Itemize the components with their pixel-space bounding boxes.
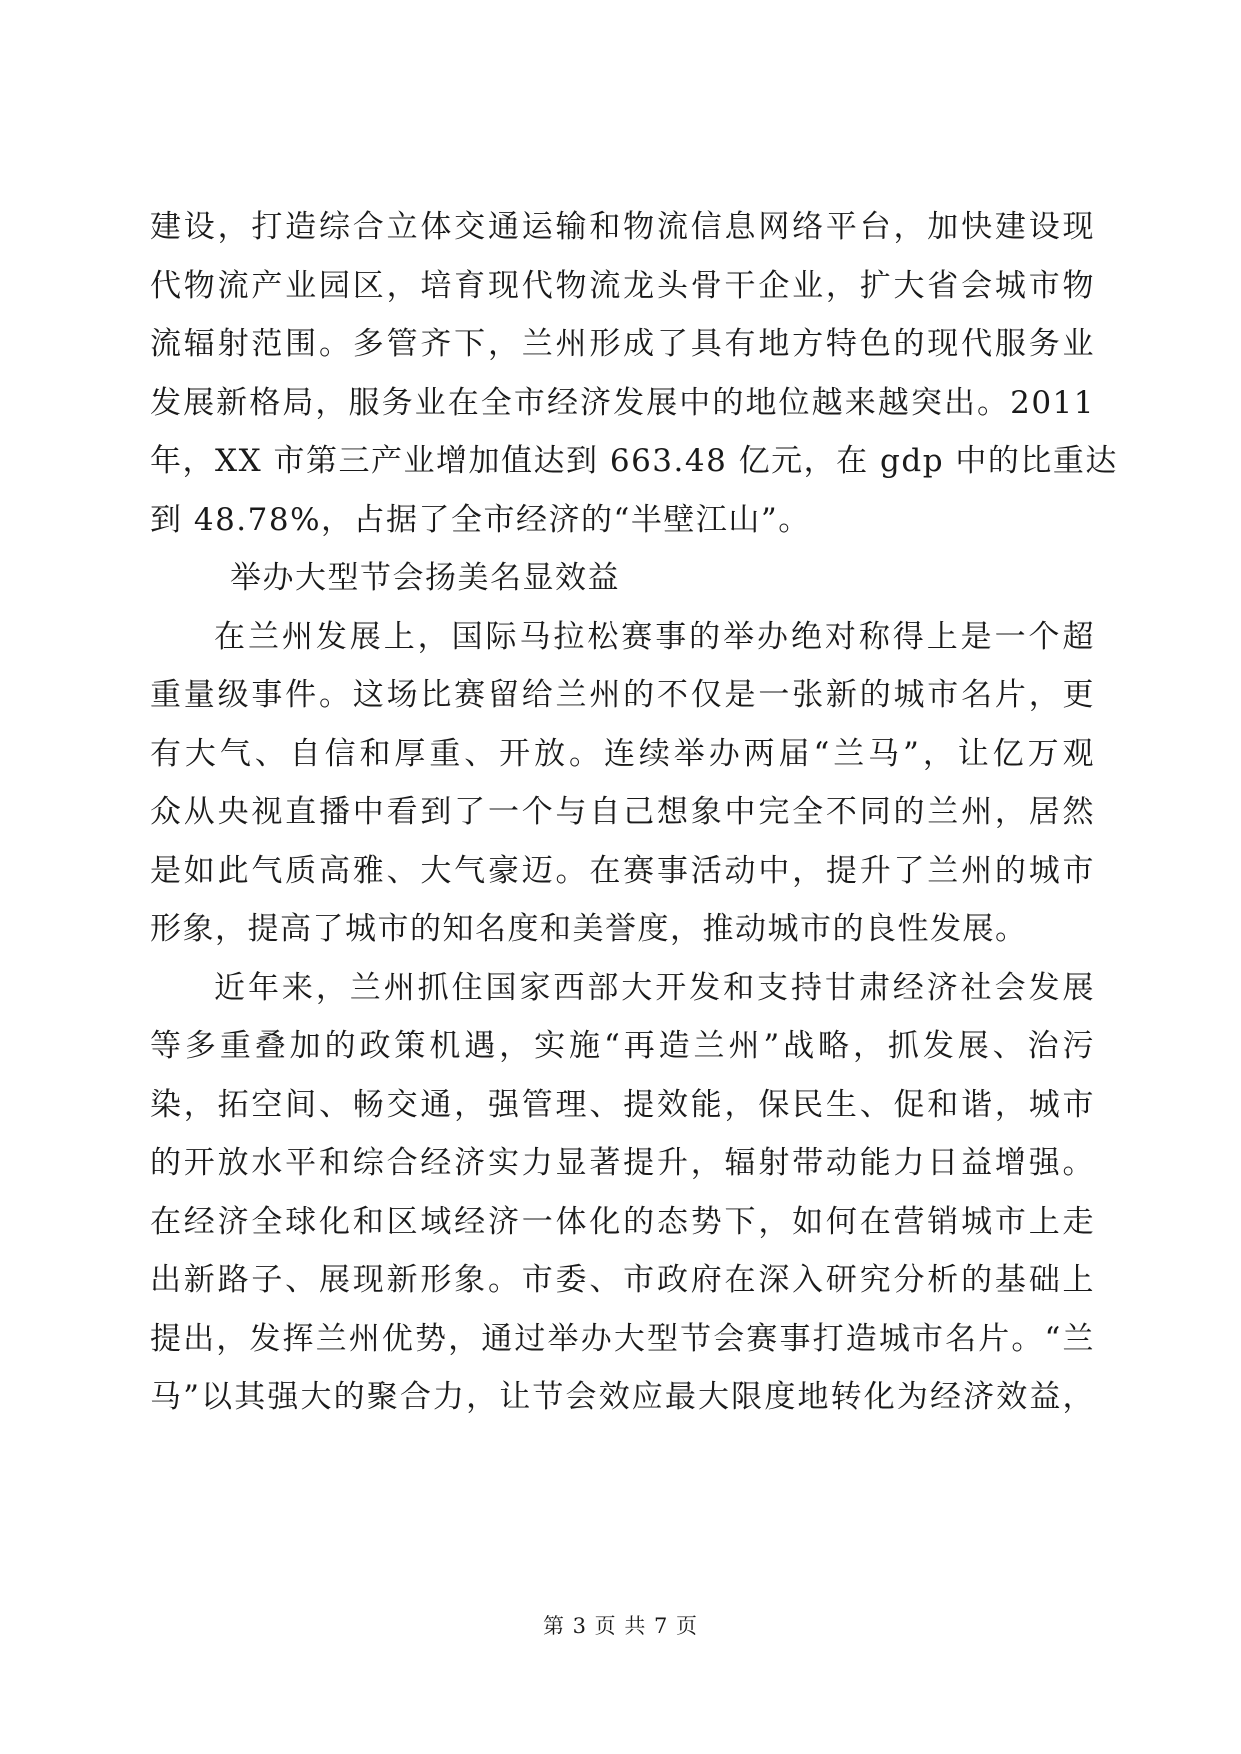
text-line: 等多重叠加的政策机遇，实施“再造兰州”战略，抓发展、治污 (150, 1028, 1095, 1064)
text-line: 形象，提高了城市的知名度和美誉度，推动城市的良性发展。 (150, 911, 1028, 947)
text-line: 提出，发挥兰州优势，通过举办大型节会赛事打造城市名片。“兰 (150, 1320, 1095, 1357)
text-line: 是如此气质高雅、大气豪迈。在赛事活动中，提升了兰州的城市 (150, 852, 1095, 889)
text-line: 的开放水平和综合经济实力显著提升，辐射带动能力日益增强。 (150, 1145, 1095, 1181)
text-line: 在兰州发展上，国际马拉松赛事的举办绝对称得上是一个超 (214, 618, 1095, 655)
text-line: 出新路子、展现新形象。市委、市政府在深入研究分析的基础上 (150, 1262, 1095, 1298)
text-line: 众从央视直播中看到了一个与自己想象中完全不同的兰州，居然 (150, 794, 1095, 830)
text-line: 近年来，兰州抓住国家西部大开发和支持甘肃经济社会发展 (214, 969, 1095, 1006)
text-line: 发展新格局，服务业在全市经济发展中的地位越来越突出。2011 (150, 384, 1095, 421)
paragraph (150, 608, 1095, 959)
text-line: 代物流产业园区，培育现代物流龙头骨干企业，扩大省会城市物 (150, 267, 1095, 304)
document-body (150, 198, 1118, 1427)
paragraph-continuation (150, 198, 1118, 549)
text-line: 到 48.78%，占据了全市经济的“半壁江山”。 (150, 501, 811, 538)
text-line: 马”以其强大的聚合力，让节会效应最大限度地转化为经济效益， (150, 1379, 1095, 1415)
text-line: 建设，打造综合立体交通运输和物流信息网络平台，加快建设现 (150, 209, 1095, 245)
text-line: 有大气、自信和厚重、开放。连续举办两届“兰马”，让亿万观 (150, 735, 1095, 772)
heading-text: 举办大型节会扬美名显效益 (230, 560, 620, 596)
text-line: 流辐射范围。多管齐下，兰州形成了具有地方特色的现代服务业 (150, 326, 1095, 362)
text-line: 重量级事件。这场比赛留给兰州的不仅是一张新的城市名片，更 (150, 677, 1095, 713)
text-line: 年，XX 市第三产业增加值达到 663.48 亿元，在 gdp 中的比重达 (150, 443, 1118, 479)
paragraph (150, 959, 1095, 1427)
text-line: 染，拓空间、畅交通，强管理、提效能，保民生、促和谐，城市 (150, 1086, 1095, 1123)
section-heading (150, 549, 1095, 608)
text-line: 在经济全球化和区域经济一体化的态势下，如何在营销城市上走 (150, 1203, 1095, 1240)
page-number-footer: 第 3 页 共 7 页 (542, 1614, 699, 1638)
